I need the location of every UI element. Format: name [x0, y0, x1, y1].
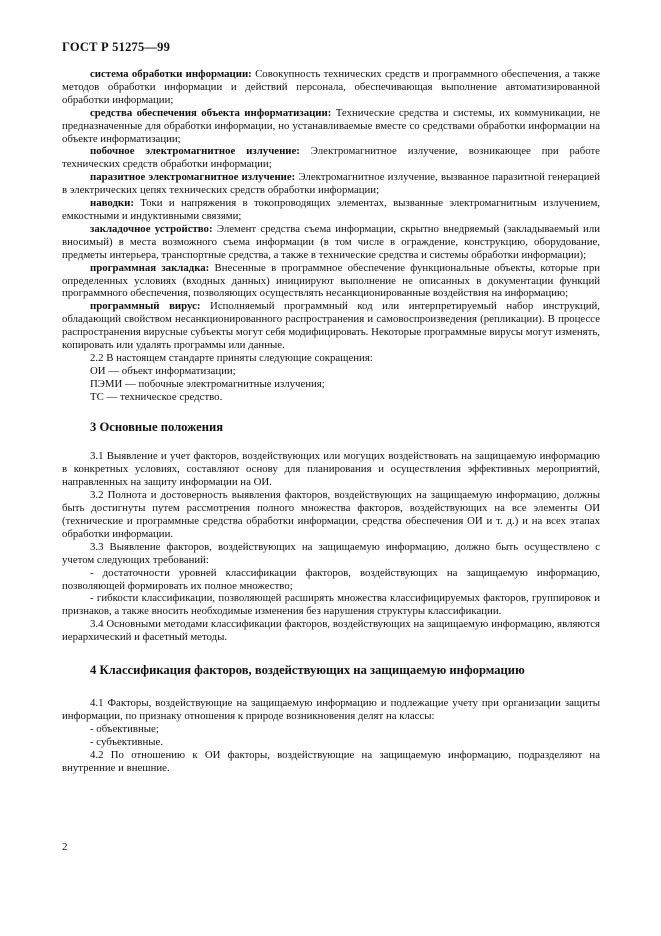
paragraph: 4.1 Факторы, воздействующие на защищаемую информацию и подлежащие учету при организации защиты информации, по признаку отношения к природе возникновения делят на классы:: [62, 696, 600, 722]
definition-term: система обработки информации:: [90, 68, 252, 80]
definition-item: [62, 300, 600, 352]
section-4-heading: 4 Классификация факторов, воздействующих на защищаемую информацию: [90, 663, 525, 678]
definition-text: Совокупность технических средств и программного обеспечения, а также методов обработки информации и действий персонала, обеспечивающая выполнение автоматизированной обработки информации;: [62, 68, 600, 106]
abbreviation-item: ТС — техническое средство.: [90, 390, 223, 403]
definition-item: [62, 171, 600, 197]
paragraph: 3.4 Основными методами классификации факторов, воздействующих на защищаемую информацию, являются иерархический и фасетный методы.: [62, 618, 600, 644]
definition-item: [62, 68, 600, 107]
section-3-heading: 3 Основные положения: [90, 419, 224, 434]
definition-term: средства обеспечения объекта информатизации:: [90, 106, 332, 119]
definition-item: [62, 197, 600, 223]
list-item: - достаточности уровней классификации факторов, воздействующих на защищаемую информацию, позволяющей формировать их полное множество;: [62, 566, 600, 592]
definition-text: Электромагнитное излучение, возникающее при работе технических средств обработки информации;: [62, 145, 600, 171]
definition-item: [62, 223, 600, 262]
definition-term: закладочное устройство:: [90, 222, 213, 235]
document-header: ГОСТ Р 51275—99: [62, 40, 171, 54]
definition-text: Внесенные в программное обеспечение функциональные объекты, которые при определенных условиях (входных данных) инициируют выполнение не описанных в документации функций программного обеспечения, позволяющих осуществлять несанкционированные воздействия на информацию;: [62, 261, 600, 300]
definition-text: Электромагнитное излучение, вызванное паразитной генерацией в электрических цепях технических средств обработки информации;: [62, 171, 600, 197]
paragraph: 3.1 Выявление и учет факторов, воздействующих или могущих воздействовать на защищаемую информацию в конкретных условиях, составляют основу для планирования и осуществления эффективных мероприятий, направленных на защиту информации на ОИ.: [62, 450, 600, 489]
paragraph: 4.2 По отношению к ОИ факторы, воздействующие на защищаемую информацию, подразделяют на внутренние и внешние.: [62, 748, 600, 774]
definition-term: наводки:: [90, 197, 134, 210]
definition-text: Элемент средства съема информации, скрытно внедряемый (закладываемый или вносимый) в места возможного съема информации (в том числе в ограждение, конструкцию, оборудование, предметы интерьера, транспортные средства, а также в технические средства и системы обработки информации);: [62, 222, 600, 261]
list-item: - объективные;: [90, 722, 159, 735]
list-item: - субъективные.: [90, 735, 164, 748]
page-number: 2: [62, 841, 68, 853]
definition-term: программный вирус:: [90, 300, 201, 313]
abbreviation-item: ПЭМИ — побочные электромагнитные излучения;: [90, 377, 325, 390]
abbreviations-block: [62, 352, 600, 404]
section-3-body: [62, 450, 600, 644]
definition-text: Технические средства и системы, их коммуникации, не предназначенные для обработки информации, но устанавливаемые вместе со средствами обработки информации на объекте информатизации;: [62, 106, 600, 145]
definition-term: паразитное электромагнитное излучение:: [90, 171, 296, 184]
paragraph: 3.2 Полнота и достоверность выявления факторов, воздействующих на защищаемую информацию, должны быть достигнуты путем рассмотрения полного множества факторов, воздействующих на все элементы ОИ (технические и программные средства обработки информации, средства обеспечения ОИ и т. д.) и на всех этапах обработки информации.: [62, 489, 600, 540]
definition-item: [62, 145, 600, 171]
definitions-list: [62, 68, 600, 352]
definition-text: Исполняемый программный код или интерпретируемый набор инструкций, обладающий свойством несанкционированного распространения и самовоспроизведения (репликации). В процессе распространения вирусные субъекты могут себя модифицировать. Некоторые программные вирусы могут изменять, копировать или удалять программы или данные.: [62, 300, 600, 352]
definition-item: [62, 107, 600, 146]
definition-term: программная закладка:: [90, 261, 210, 274]
paragraph: 3.3 Выявление факторов, воздействующих на защищаемую информацию, должно быть осуществлено с учетом следующих требований:: [62, 540, 600, 566]
document-body: [62, 68, 600, 774]
definition-text: Токи и напряжения в токопроводящих элементах, вызванные электромагнитным излучением, емкостными и индуктивными связями;: [62, 197, 600, 222]
definition-term: побочное электромагнитное излучение:: [90, 145, 300, 158]
abbreviations-intro: 2.2 В настоящем стандарте приняты следующие сокращения:: [90, 351, 373, 364]
definition-item: [62, 262, 600, 301]
list-item: - гибкости классификации, позволяющей расширять множества классифицируемых факторов, группировок и признаков, а также вносить необходимые изменения без нарушения структуры классификации.: [62, 592, 600, 618]
abbreviation-item: ОИ — объект информатизации;: [90, 364, 236, 377]
section-4-body: [62, 697, 600, 774]
